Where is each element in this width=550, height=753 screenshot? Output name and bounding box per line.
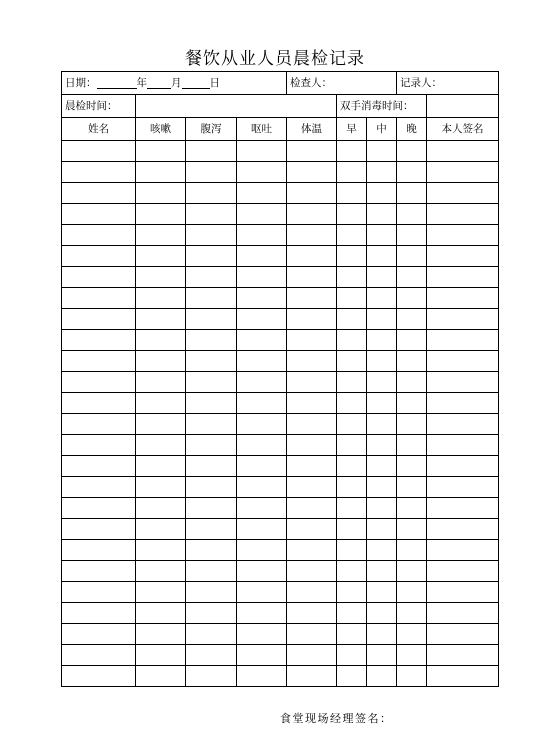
cell-vomit[interactable]: [237, 456, 287, 477]
cell-vomit[interactable]: [237, 645, 287, 666]
cell-morning[interactable]: [337, 624, 367, 645]
year-label: 年: [136, 77, 147, 89]
cell-evening[interactable]: [397, 225, 427, 246]
cell-noon[interactable]: [367, 456, 397, 477]
cell-noon[interactable]: [367, 141, 397, 162]
cell-signature[interactable]: [427, 162, 499, 183]
cell-evening[interactable]: [397, 246, 427, 267]
cell-noon[interactable]: [367, 624, 397, 645]
col-vomit: 呕吐: [237, 118, 287, 141]
cell-diarrhea[interactable]: [186, 183, 237, 204]
cell-temperature[interactable]: [287, 561, 337, 582]
inspector-cell[interactable]: [287, 72, 397, 95]
cell-noon[interactable]: [367, 519, 397, 540]
cell-name[interactable]: [62, 225, 136, 246]
cell-temperature[interactable]: [287, 477, 337, 498]
cell-temperature[interactable]: [287, 645, 337, 666]
cell-signature[interactable]: [427, 309, 499, 330]
cell-cough[interactable]: [136, 561, 186, 582]
cell-signature[interactable]: [427, 624, 499, 645]
cell-cough[interactable]: [136, 372, 186, 393]
month-label: 月: [171, 77, 182, 89]
cell-cough[interactable]: [136, 330, 186, 351]
cell-name[interactable]: [62, 330, 136, 351]
cell-name[interactable]: [62, 603, 136, 624]
cell-name[interactable]: [62, 435, 136, 456]
cell-cough[interactable]: [136, 309, 186, 330]
cell-signature[interactable]: [427, 183, 499, 204]
cell-morning[interactable]: [337, 225, 367, 246]
cell-morning[interactable]: [337, 162, 367, 183]
cell-name[interactable]: [62, 456, 136, 477]
table-row: [62, 288, 499, 309]
cell-cough[interactable]: [136, 540, 186, 561]
cell-noon[interactable]: [367, 498, 397, 519]
cell-noon[interactable]: [367, 393, 397, 414]
cell-evening[interactable]: [397, 435, 427, 456]
cell-morning[interactable]: [337, 477, 367, 498]
cell-signature[interactable]: [427, 393, 499, 414]
table-row: [62, 519, 499, 540]
cell-evening[interactable]: [397, 141, 427, 162]
cell-noon[interactable]: [367, 288, 397, 309]
cell-evening[interactable]: [397, 162, 427, 183]
cell-evening[interactable]: [397, 540, 427, 561]
info-row-time: [62, 95, 499, 118]
table-row: [62, 498, 499, 519]
cell-noon[interactable]: [367, 435, 397, 456]
cell-vomit[interactable]: [237, 162, 287, 183]
cell-diarrhea[interactable]: [186, 393, 237, 414]
cell-diarrhea[interactable]: [186, 225, 237, 246]
col-signature: 本人签名: [427, 118, 499, 141]
cell-signature[interactable]: [427, 204, 499, 225]
date-label: 日期：: [65, 77, 97, 89]
cell-morning[interactable]: [337, 519, 367, 540]
cell-name[interactable]: [62, 246, 136, 267]
cell-diarrhea[interactable]: [186, 141, 237, 162]
cell-noon[interactable]: [367, 225, 397, 246]
cell-temperature[interactable]: [287, 372, 337, 393]
inspection-form: [61, 71, 498, 687]
cell-vomit[interactable]: [237, 372, 287, 393]
cell-cough[interactable]: [136, 645, 186, 666]
table-row: [62, 393, 499, 414]
cell-vomit[interactable]: [237, 309, 287, 330]
cell-temperature[interactable]: [287, 498, 337, 519]
cell-name[interactable]: [62, 540, 136, 561]
cell-morning[interactable]: [337, 372, 367, 393]
cell-temperature[interactable]: [287, 246, 337, 267]
cell-name[interactable]: [62, 141, 136, 162]
cell-signature[interactable]: [427, 225, 499, 246]
cell-signature[interactable]: [427, 267, 499, 288]
cell-morning[interactable]: [337, 204, 367, 225]
table-row: [62, 540, 499, 561]
cell-evening[interactable]: [397, 477, 427, 498]
cell-vomit[interactable]: [237, 225, 287, 246]
cell-diarrhea[interactable]: [186, 456, 237, 477]
cell-signature[interactable]: [427, 288, 499, 309]
cell-cough[interactable]: [136, 225, 186, 246]
cell-name[interactable]: [62, 204, 136, 225]
day-blank[interactable]: [182, 75, 210, 89]
table-row: [62, 225, 499, 246]
cell-diarrhea[interactable]: [186, 435, 237, 456]
cell-cough[interactable]: [136, 477, 186, 498]
cell-temperature[interactable]: [287, 624, 337, 645]
cell-evening[interactable]: [397, 456, 427, 477]
cell-diarrhea[interactable]: [186, 645, 237, 666]
cell-cough[interactable]: [136, 624, 186, 645]
table-row: [62, 561, 499, 582]
cell-cough[interactable]: [136, 582, 186, 603]
cell-vomit[interactable]: [237, 183, 287, 204]
cell-temperature[interactable]: [287, 456, 337, 477]
cell-evening[interactable]: [397, 519, 427, 540]
cell-temperature[interactable]: [287, 582, 337, 603]
cell-vomit[interactable]: [237, 288, 287, 309]
cell-noon[interactable]: [367, 351, 397, 372]
cell-morning[interactable]: [337, 435, 367, 456]
cell-signature[interactable]: [427, 477, 499, 498]
cell-vomit[interactable]: [237, 414, 287, 435]
col-name: 姓名: [62, 118, 136, 141]
cell-morning[interactable]: [337, 666, 367, 687]
table-row: [62, 351, 499, 372]
cell-morning[interactable]: [337, 246, 367, 267]
cell-diarrhea[interactable]: [186, 372, 237, 393]
cell-noon[interactable]: [367, 540, 397, 561]
cell-evening[interactable]: [397, 309, 427, 330]
cell-name[interactable]: [62, 624, 136, 645]
cell-temperature[interactable]: [287, 666, 337, 687]
cell-signature[interactable]: [427, 582, 499, 603]
info-row-date: [62, 72, 499, 95]
cell-vomit[interactable]: [237, 351, 287, 372]
cell-noon[interactable]: [367, 582, 397, 603]
cell-temperature[interactable]: [287, 267, 337, 288]
cell-evening[interactable]: [397, 666, 427, 687]
col-diarrhea: 腹泻: [186, 118, 237, 141]
cell-vomit[interactable]: [237, 246, 287, 267]
cell-cough[interactable]: [136, 414, 186, 435]
table-row: [62, 435, 499, 456]
cell-temperature[interactable]: [287, 330, 337, 351]
cell-signature[interactable]: [427, 603, 499, 624]
cell-diarrhea[interactable]: [186, 267, 237, 288]
cell-vomit[interactable]: [237, 561, 287, 582]
record-table: [61, 71, 499, 687]
cell-temperature[interactable]: [287, 435, 337, 456]
cell-noon[interactable]: [367, 414, 397, 435]
table-row: [62, 477, 499, 498]
cell-noon[interactable]: [367, 645, 397, 666]
table-row: [62, 246, 499, 267]
cell-vomit[interactable]: [237, 393, 287, 414]
cell-evening[interactable]: [397, 393, 427, 414]
cell-evening[interactable]: [397, 288, 427, 309]
cell-signature[interactable]: [427, 435, 499, 456]
cell-diarrhea[interactable]: [186, 561, 237, 582]
cell-diarrhea[interactable]: [186, 519, 237, 540]
cell-cough[interactable]: [136, 204, 186, 225]
cell-cough[interactable]: [136, 183, 186, 204]
col-evening: 晚: [397, 118, 427, 141]
cell-cough[interactable]: [136, 435, 186, 456]
cell-diarrhea[interactable]: [186, 603, 237, 624]
cell-signature[interactable]: [427, 666, 499, 687]
cell-cough[interactable]: [136, 519, 186, 540]
cell-cough[interactable]: [136, 603, 186, 624]
cell-morning[interactable]: [337, 540, 367, 561]
cell-morning[interactable]: [337, 288, 367, 309]
cell-diarrhea[interactable]: [186, 498, 237, 519]
cell-vomit[interactable]: [237, 498, 287, 519]
recorder-label: 记录人：: [400, 77, 443, 89]
cell-vomit[interactable]: [237, 624, 287, 645]
col-morning: 早: [337, 118, 367, 141]
cell-noon[interactable]: [367, 603, 397, 624]
cell-temperature[interactable]: [287, 141, 337, 162]
cell-name[interactable]: [62, 561, 136, 582]
cell-diarrhea[interactable]: [186, 309, 237, 330]
cell-signature[interactable]: [427, 372, 499, 393]
cell-diarrhea[interactable]: [186, 246, 237, 267]
col-temperature: 体温: [287, 118, 337, 141]
cell-name[interactable]: [62, 372, 136, 393]
cell-noon[interactable]: [367, 561, 397, 582]
page-title: 餐饮从业人员晨检记录: [185, 49, 365, 69]
month-blank[interactable]: [147, 75, 171, 89]
cell-cough[interactable]: [136, 141, 186, 162]
cell-name[interactable]: [62, 582, 136, 603]
date-cell[interactable]: [62, 72, 287, 95]
cell-name[interactable]: [62, 183, 136, 204]
cell-cough[interactable]: [136, 456, 186, 477]
cell-evening[interactable]: [397, 330, 427, 351]
cell-temperature[interactable]: [287, 519, 337, 540]
cell-signature[interactable]: [427, 498, 499, 519]
cell-name[interactable]: [62, 645, 136, 666]
cell-name[interactable]: [62, 393, 136, 414]
cell-noon[interactable]: [367, 183, 397, 204]
col-cough: 咳嗽: [136, 118, 186, 141]
cell-vomit[interactable]: [237, 141, 287, 162]
cell-morning[interactable]: [337, 183, 367, 204]
cell-morning[interactable]: [337, 645, 367, 666]
cell-evening[interactable]: [397, 267, 427, 288]
table-row: [62, 267, 499, 288]
cell-vomit[interactable]: [237, 603, 287, 624]
cell-evening[interactable]: [397, 582, 427, 603]
cell-diarrhea[interactable]: [186, 477, 237, 498]
cell-temperature[interactable]: [287, 288, 337, 309]
check-time-field[interactable]: [136, 95, 337, 118]
table-row: [62, 372, 499, 393]
cell-diarrhea[interactable]: [186, 582, 237, 603]
cell-evening[interactable]: [397, 204, 427, 225]
cell-evening[interactable]: [397, 561, 427, 582]
cell-name[interactable]: [62, 666, 136, 687]
inspector-label: 检查人：: [290, 77, 332, 89]
cell-evening[interactable]: [397, 498, 427, 519]
cell-morning[interactable]: [337, 330, 367, 351]
cell-noon[interactable]: [367, 372, 397, 393]
cell-temperature[interactable]: [287, 309, 337, 330]
cell-name[interactable]: [62, 498, 136, 519]
cell-signature[interactable]: [427, 330, 499, 351]
cell-temperature[interactable]: [287, 183, 337, 204]
table-row: [62, 414, 499, 435]
cell-temperature[interactable]: [287, 414, 337, 435]
cell-evening[interactable]: [397, 645, 427, 666]
cell-diarrhea[interactable]: [186, 624, 237, 645]
table-row: [62, 330, 499, 351]
cell-signature[interactable]: [427, 561, 499, 582]
cell-name[interactable]: [62, 309, 136, 330]
cell-diarrhea[interactable]: [186, 330, 237, 351]
cell-noon[interactable]: [367, 666, 397, 687]
cell-morning[interactable]: [337, 456, 367, 477]
col-noon: 中: [367, 118, 397, 141]
cell-morning[interactable]: [337, 393, 367, 414]
cell-signature[interactable]: [427, 456, 499, 477]
cell-diarrhea[interactable]: [186, 666, 237, 687]
cell-morning[interactable]: [337, 498, 367, 519]
cell-cough[interactable]: [136, 162, 186, 183]
cell-cough[interactable]: [136, 267, 186, 288]
cell-morning[interactable]: [337, 309, 367, 330]
cell-evening[interactable]: [397, 624, 427, 645]
cell-signature[interactable]: [427, 141, 499, 162]
disinfect-time-field[interactable]: [427, 95, 499, 118]
cell-morning[interactable]: [337, 414, 367, 435]
table-row: [62, 624, 499, 645]
cell-diarrhea[interactable]: [186, 288, 237, 309]
table-row: [62, 141, 499, 162]
recorder-cell[interactable]: [397, 72, 499, 95]
cell-diarrhea[interactable]: [186, 351, 237, 372]
cell-morning[interactable]: [337, 141, 367, 162]
cell-temperature[interactable]: [287, 393, 337, 414]
cell-temperature[interactable]: [287, 351, 337, 372]
disinfect-time-label: 双手消毒时间：: [337, 95, 427, 118]
table-row: [62, 309, 499, 330]
cell-vomit[interactable]: [237, 582, 287, 603]
cell-vomit[interactable]: [237, 477, 287, 498]
cell-morning[interactable]: [337, 351, 367, 372]
table-row: [62, 204, 499, 225]
cell-signature[interactable]: [427, 246, 499, 267]
cell-evening[interactable]: [397, 414, 427, 435]
cell-signature[interactable]: [427, 645, 499, 666]
cell-morning[interactable]: [337, 603, 367, 624]
cell-temperature[interactable]: [287, 204, 337, 225]
cell-noon[interactable]: [367, 162, 397, 183]
table-row: [62, 456, 499, 477]
cell-noon[interactable]: [367, 309, 397, 330]
cell-vomit[interactable]: [237, 519, 287, 540]
cell-temperature[interactable]: [287, 225, 337, 246]
cell-name[interactable]: [62, 477, 136, 498]
cell-vomit[interactable]: [237, 540, 287, 561]
cell-vomit[interactable]: [237, 204, 287, 225]
cell-morning[interactable]: [337, 582, 367, 603]
year-blank[interactable]: [97, 75, 137, 89]
cell-vomit[interactable]: [237, 666, 287, 687]
cell-evening[interactable]: [397, 351, 427, 372]
column-header-row: [62, 118, 499, 141]
cell-noon[interactable]: [367, 204, 397, 225]
cell-diarrhea[interactable]: [186, 162, 237, 183]
cell-cough[interactable]: [136, 498, 186, 519]
cell-cough[interactable]: [136, 351, 186, 372]
cell-vomit[interactable]: [237, 435, 287, 456]
cell-signature[interactable]: [427, 414, 499, 435]
table-row: [62, 645, 499, 666]
cell-evening[interactable]: [397, 183, 427, 204]
cell-temperature[interactable]: [287, 540, 337, 561]
cell-temperature[interactable]: [287, 603, 337, 624]
record-rows: [62, 141, 499, 687]
cell-evening[interactable]: [397, 603, 427, 624]
cell-name[interactable]: [62, 414, 136, 435]
cell-noon[interactable]: [367, 267, 397, 288]
cell-diarrhea[interactable]: [186, 540, 237, 561]
cell-vomit[interactable]: [237, 267, 287, 288]
day-label: 日: [209, 77, 220, 89]
cell-noon[interactable]: [367, 477, 397, 498]
cell-morning[interactable]: [337, 267, 367, 288]
table-row: [62, 183, 499, 204]
cell-morning[interactable]: [337, 561, 367, 582]
cell-vomit[interactable]: [237, 330, 287, 351]
manager-signature-label: 食堂现场经理签名：: [280, 712, 393, 725]
cell-cough[interactable]: [136, 246, 186, 267]
table-row: [62, 603, 499, 624]
cell-signature[interactable]: [427, 540, 499, 561]
table-row: [62, 582, 499, 603]
cell-noon[interactable]: [367, 330, 397, 351]
cell-signature[interactable]: [427, 519, 499, 540]
cell-cough[interactable]: [136, 666, 186, 687]
cell-noon[interactable]: [367, 246, 397, 267]
table-row: [62, 666, 499, 687]
cell-cough[interactable]: [136, 288, 186, 309]
cell-name[interactable]: [62, 288, 136, 309]
cell-cough[interactable]: [136, 393, 186, 414]
cell-name[interactable]: [62, 267, 136, 288]
cell-evening[interactable]: [397, 372, 427, 393]
cell-name[interactable]: [62, 519, 136, 540]
cell-name[interactable]: [62, 162, 136, 183]
cell-name[interactable]: [62, 351, 136, 372]
cell-diarrhea[interactable]: [186, 204, 237, 225]
check-time-label: 晨检时间：: [62, 95, 136, 118]
cell-diarrhea[interactable]: [186, 414, 237, 435]
table-row: [62, 162, 499, 183]
cell-temperature[interactable]: [287, 162, 337, 183]
cell-signature[interactable]: [427, 351, 499, 372]
